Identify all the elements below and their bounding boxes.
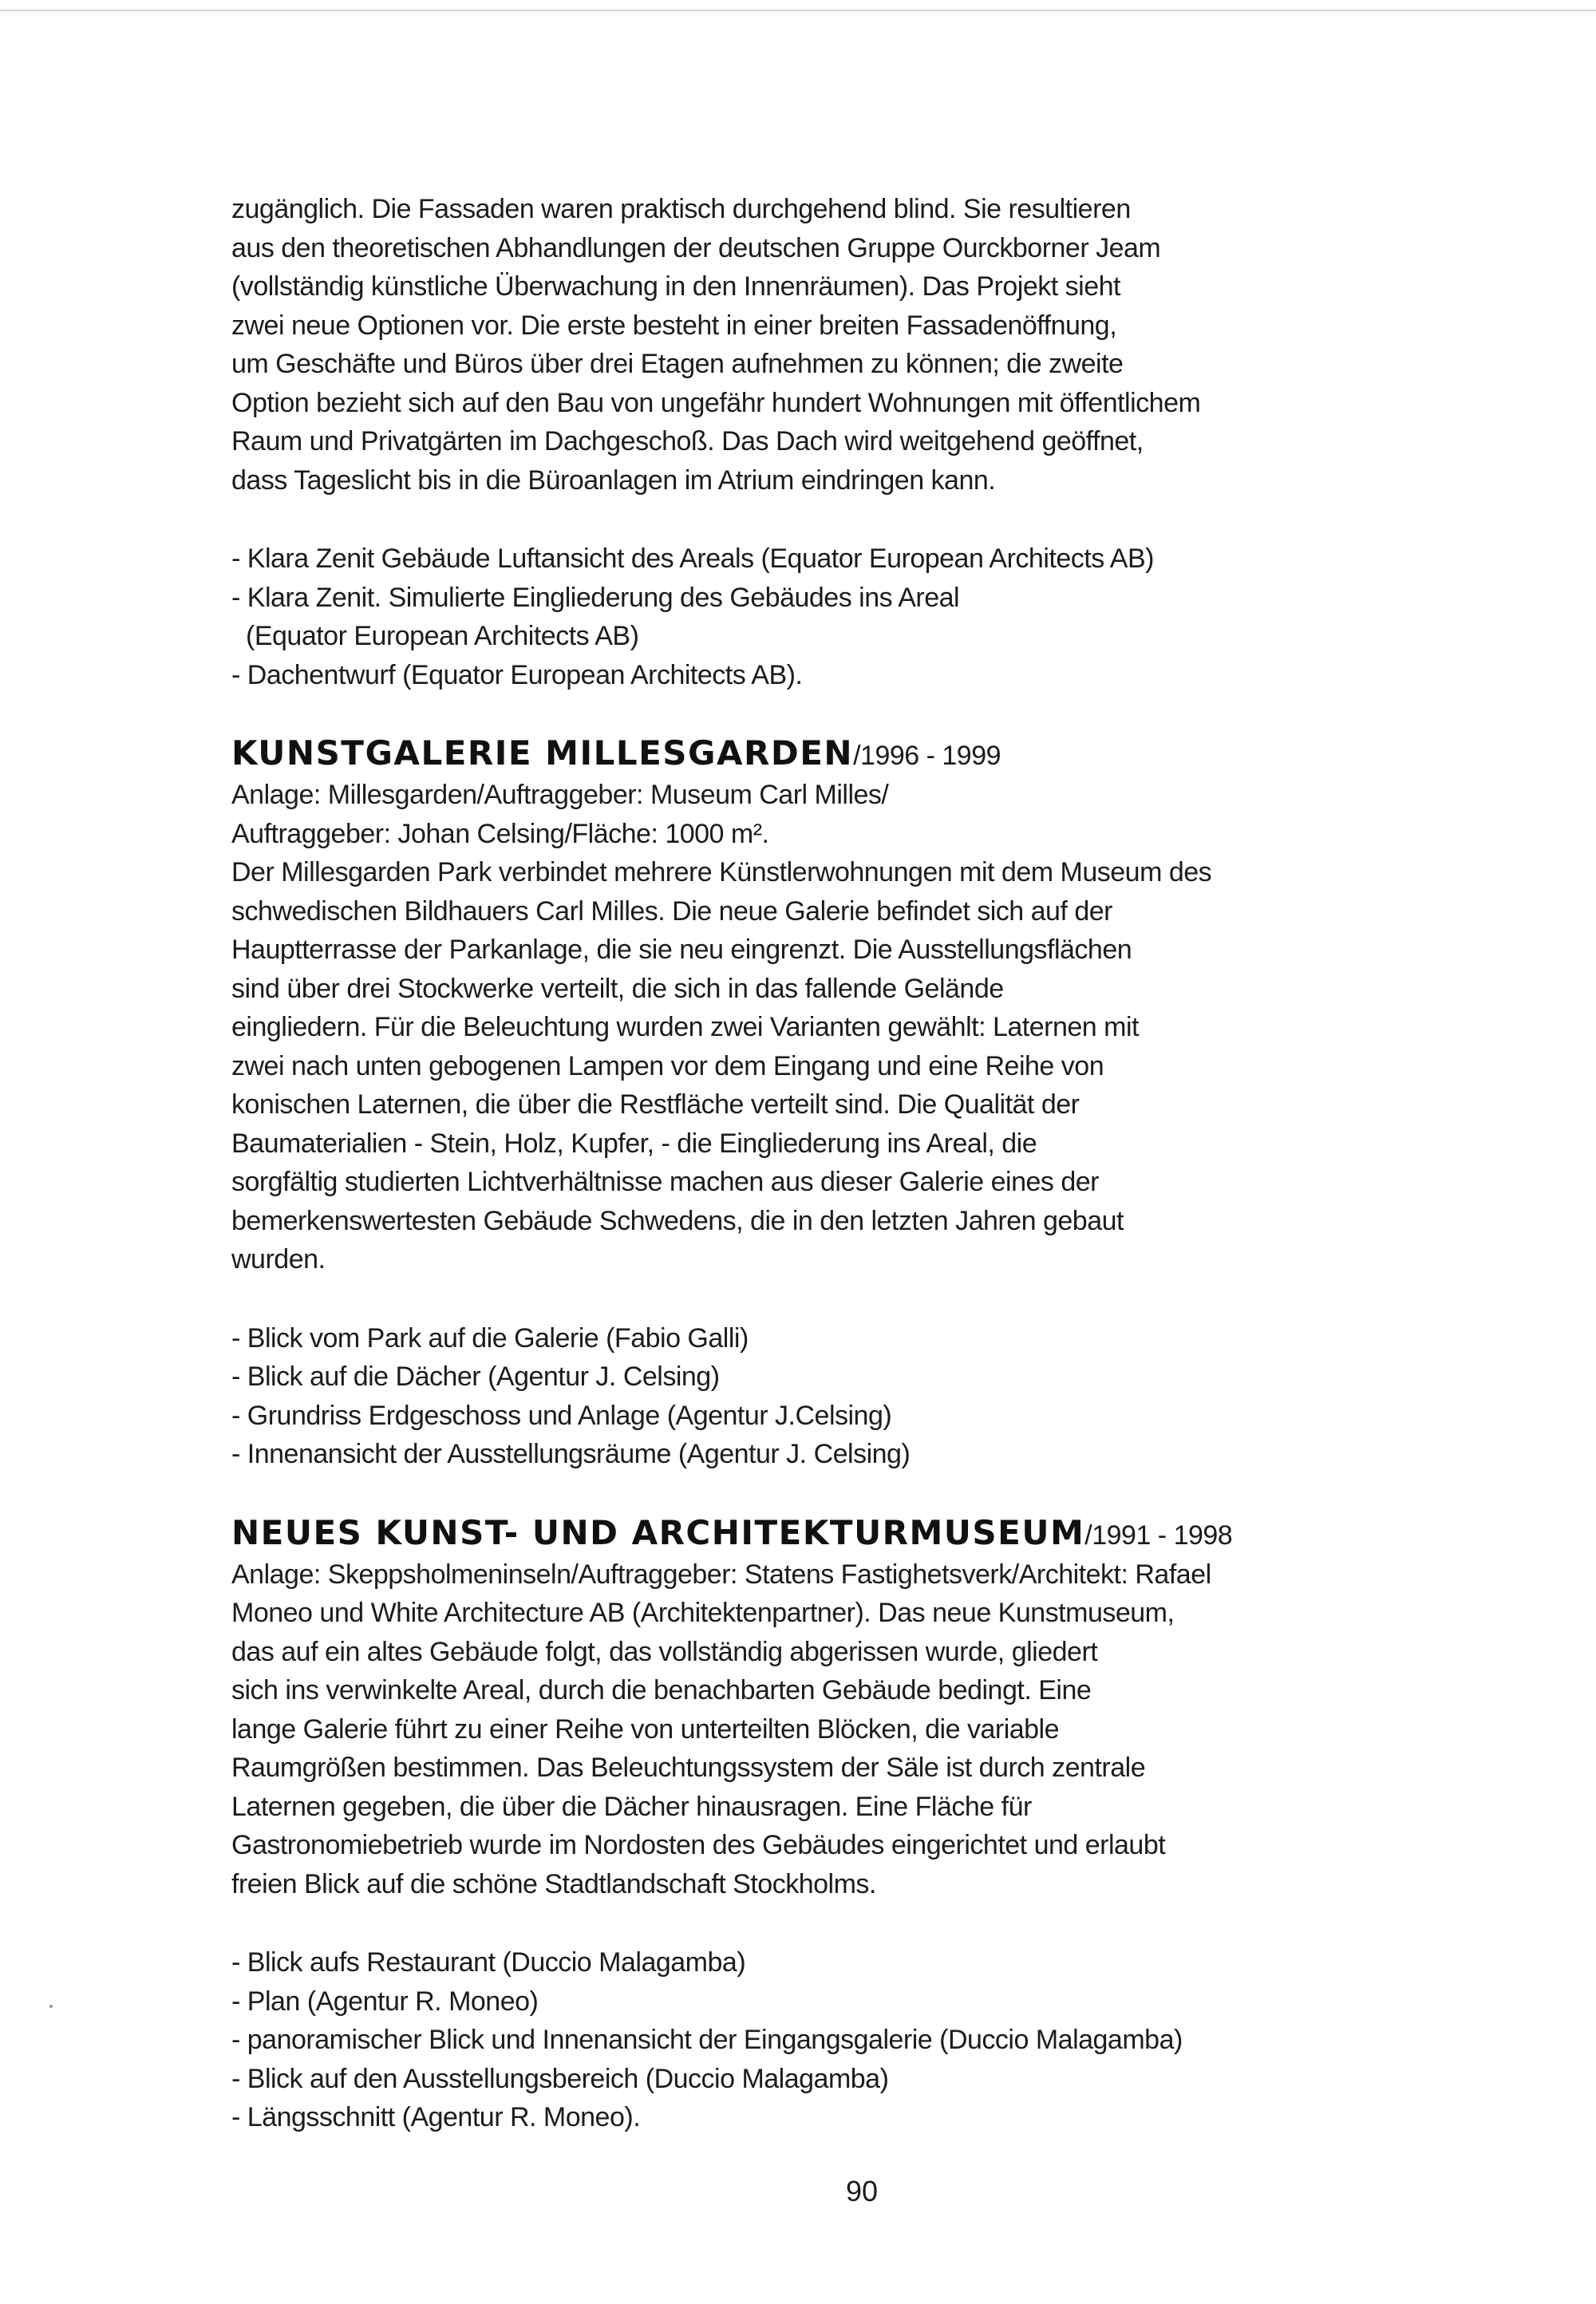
intro-paragraph — [231, 190, 1381, 500]
kunstmuseum-captions — [231, 1943, 1381, 2137]
section-heading-kunstmuseum — [231, 1511, 1381, 1555]
text-line: zwei nach unten gebogenen Lampen vor dem Eingang und eine Reihe von — [231, 1050, 1104, 1081]
text-line: sind über drei Stockwerke verteilt, die sich in das fallende Gelände — [231, 973, 1004, 1004]
text-line: bemerkenswertesten Gebäude Schwedens, die in den letzten Jahren gebaut — [231, 1205, 1124, 1236]
margin-dot — [49, 2005, 53, 2008]
text-line: Laternen gegeben, die über die Dächer hinausragen. Eine Fläche für — [231, 1791, 1032, 1822]
text-line: konischen Laternen, die über die Restfläche verteilt sind. Die Qualität der — [231, 1089, 1080, 1120]
text-line: schwedischen Bildhauers Carl Milles. Die neue Galerie befindet sich auf der — [231, 895, 1112, 927]
intro-captions — [231, 539, 1381, 694]
caption-item: - Längsschnitt (Agentur R. Moneo). — [231, 2102, 641, 2132]
text-line: aus den theoretischen Abhandlungen der deutschen Gruppe Ourckborner Jeam — [231, 232, 1161, 263]
text-line: freien Blick auf die schöne Stadtlandschaft Stockholms. — [231, 1868, 876, 1899]
section-years: /1996 - 1999 — [853, 741, 1001, 771]
text-line: Raumgrößen bestimmen. Das Beleuchtungssystem der Säle ist durch zentrale — [231, 1753, 1146, 1783]
text-line: das auf ein altes Gebäude folgt, das vollständig abgerissen wurde, gliedert — [231, 1636, 1098, 1667]
millesgarden-captions — [231, 1319, 1381, 1474]
text-line: zwei neue Optionen vor. Die erste besteht in einer breiten Fassadenöffnung, — [231, 310, 1117, 341]
text-line: sorgfältig studierten Lichtverhältnisse machen aus dieser Galerie eines der — [231, 1167, 1099, 1197]
caption-item: - Blick auf die Dächer (Agentur J. Celsing) — [231, 1361, 720, 1392]
text-line: Baumaterialien - Stein, Holz, Kupfer, - die Eingliederung ins Areal, die — [231, 1128, 1037, 1159]
caption-item: - Blick auf den Ausstellungsbereich (Duccio Malagamba) — [231, 2063, 889, 2094]
caption-item: (Equator European Architects AB) — [246, 621, 639, 651]
caption-item: - Dachentwurf (Equator European Architects AB). — [231, 659, 803, 690]
section-heading-millesgarden — [231, 731, 1381, 776]
section-title: NEUES KUNST- UND ARCHITEKTURMUSEUM — [231, 1512, 1085, 1552]
caption-item: - Grundriss Erdgeschoss und Anlage (Agentur J.Celsing) — [231, 1400, 892, 1431]
text-line: (vollständig künstliche Überwachung in den Innenräumen). Das Projekt sieht — [231, 271, 1120, 302]
text-line: Raum und Privatgärten im Dachgeschoß. Das Dach wird weitgehend geöffnet, — [231, 426, 1144, 456]
caption-item: - Blick vom Park auf die Galerie (Fabio Galli) — [231, 1322, 749, 1354]
top-rule — [0, 10, 1596, 11]
text-line: Hauptterrasse der Parkanlage, die sie neu eingrenzt. Die Ausstellungsflächen — [231, 935, 1132, 965]
caption-item: - panoramischer Blick und Innenansicht der Eingangsgalerie (Duccio Malagamba) — [231, 2025, 1183, 2055]
text-line: sich ins verwinkelte Areal, durch die benachbarten Gebäude bedingt. Eine — [231, 1675, 1092, 1705]
kunstmuseum-paragraph — [231, 1555, 1381, 1904]
caption-item: - Blick aufs Restaurant (Duccio Malagamba) — [231, 1947, 746, 1978]
text-line: eingliedern. Für die Beleuchtung wurden zwei Varianten gewählt: Laternen mit — [231, 1012, 1139, 1042]
caption-item: - Plan (Agentur R. Moneo) — [231, 1986, 539, 2017]
caption-item: - Innenansicht der Ausstellungsräume (Agentur J. Celsing) — [231, 1439, 911, 1469]
text-line: Anlage: Skeppsholmeninseln/Auftraggeber: Statens Fastighetsverk/Architekt: Rafael — [231, 1559, 1211, 1590]
page-body — [231, 190, 1381, 2137]
text-line: Moneo und White Architecture AB (Architektenpartner). Das neue Kunstmuseum, — [231, 1598, 1175, 1628]
page-number: 90 — [845, 2175, 879, 2207]
caption-item: - Klara Zenit Gebäude Luftansicht des Areals (Equator European Architects AB) — [231, 543, 1154, 574]
text-line: Der Millesgarden Park verbindet mehrere Künstlerwohnungen mit dem Museum des — [231, 857, 1212, 887]
millesgarden-paragraph — [231, 776, 1381, 1279]
text-line: Option bezieht sich auf den Bau von ungefähr hundert Wohnungen mit öffentlichem — [231, 387, 1201, 418]
section-title: KUNSTGALERIE MILLESGARDEN — [231, 733, 854, 773]
section-years: /1991 - 1998 — [1084, 1520, 1233, 1551]
text-line: lange Galerie führt zu einer Reihe von unterteilten Blöcken, die variable — [231, 1713, 1060, 1745]
text-line: Anlage: Millesgarden/Auftraggeber: Museum Carl Milles/ — [231, 780, 889, 810]
text-line: dass Tageslicht bis in die Büroanlagen im Atrium eindringen kann. — [231, 464, 996, 496]
text-line: wurden. — [231, 1244, 326, 1275]
caption-item: - Klara Zenit. Simulierte Eingliederung des Gebäudes ins Areal — [231, 582, 960, 613]
text-line: Auftraggeber: Johan Celsing/Fläche: 1000 m². — [231, 818, 769, 849]
text-line: Gastronomiebetrieb wurde im Nordosten des Gebäudes eingerichtet und erlaubt — [231, 1830, 1166, 1860]
text-line: zugänglich. Die Fassaden waren praktisch durchgehend blind. Sie resultieren — [231, 194, 1131, 224]
text-line: um Geschäfte und Büros über drei Etagen aufnehmen zu können; die zweite — [231, 349, 1124, 379]
